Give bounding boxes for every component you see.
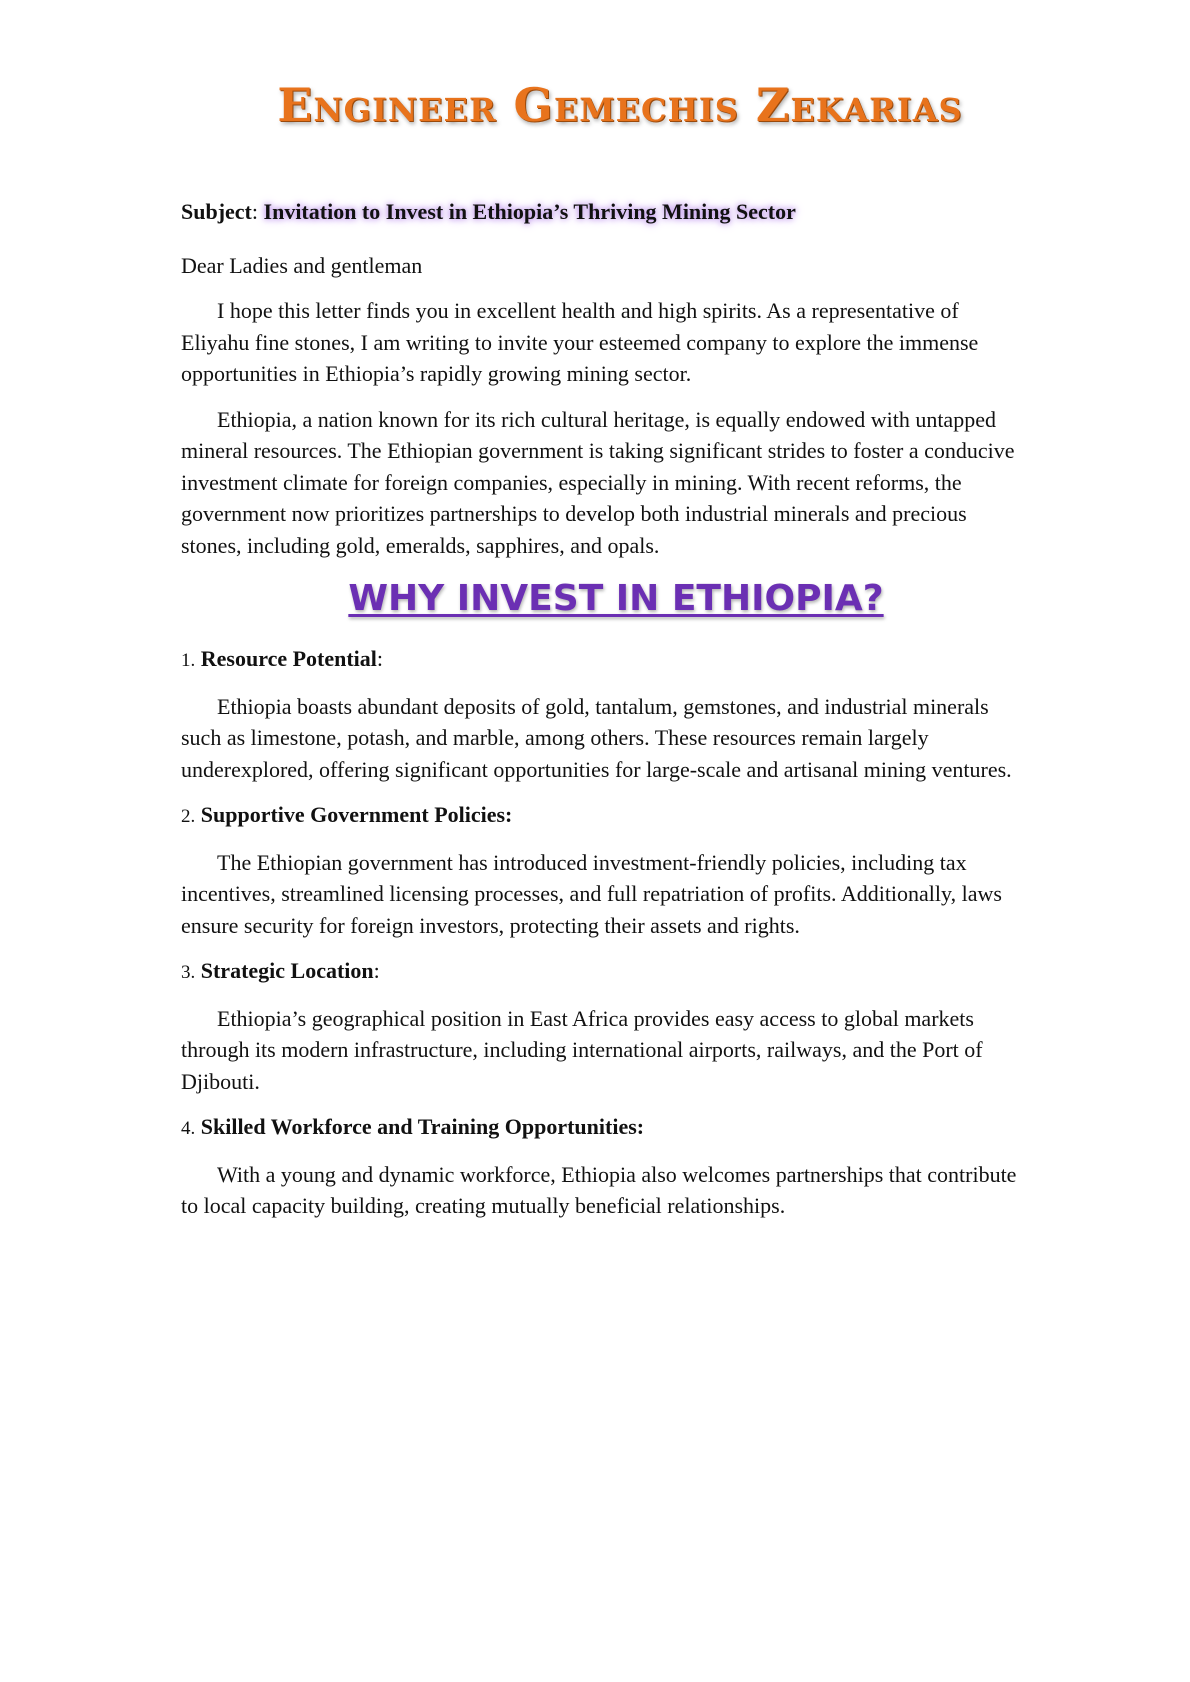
intro-paragraph: Ethiopia, a nation known for its rich cultural heritage, is equally endowed with untapped mineral resources. The Ethiopian government is taking significant strides to foster a conducive investment climate for foreign companies, especially in mining. With recent reforms, the government now prioritizes partnerships to develop both industrial minerals and precious stones, including gold, emeralds, sapphires, and opals. — [181, 406, 1015, 558]
point-number: 2. — [181, 806, 196, 827]
point-number: 3. — [181, 962, 196, 983]
subject-separator: : — [251, 199, 264, 224]
point-heading — [181, 1111, 1021, 1145]
point-number: 4. — [181, 1118, 196, 1139]
point-title: Resource Potential — [200, 646, 377, 671]
point-heading — [181, 955, 1021, 989]
intro-paragraph: I hope this letter finds you in excellent health and high spirits. As a representative of Eliyahu fine stones, I am writing to invite your esteemed company to explore the immense opportunities in Ethiopia’s rapidly growing mining sector. — [181, 298, 979, 386]
point-suffix: : — [373, 958, 380, 983]
point-heading — [181, 799, 1021, 833]
point-body: Ethiopia boasts abundant deposits of gold, tantalum, gemstones, and industrial minerals such as limestone, potash, and marble, among others. These resources remain largely underexplored, offering significant opportunities for large-scale and artisanal mining ventures. — [181, 693, 1012, 782]
point-title: Supportive Government Policies: — [200, 802, 513, 827]
subject-line — [181, 196, 1021, 228]
point-suffix: : — [376, 646, 384, 671]
letter-body — [181, 196, 1021, 1236]
point-number: 1. — [181, 650, 196, 671]
point-title: Strategic Location — [200, 958, 374, 983]
point-body: The Ethiopian government has introduced investment-friendly policies, including tax incentives, streamlined licensing processes, and full repatriation of profits. Additionally, laws ensure security for foreign investors, protecting their assets and rights. — [181, 849, 1002, 938]
point-body: With a young and dynamic workforce, Ethiopia also welcomes partnerships that contribute to local capacity building, creating mutually beneficial relationships. — [181, 1161, 1017, 1218]
subject-text: Invitation to Invest in Ethiopia’s Thriving Mining Sector — [263, 199, 796, 224]
salutation: Dear Ladies and gentleman — [181, 252, 423, 278]
point-title: Skilled Workforce and Training Opportunities: — [200, 1114, 645, 1139]
point-body: Ethiopia’s geographical position in East Africa provides easy access to global markets through its modern infrastructure, including international airports, railways, and the Port of Djibouti. — [181, 1005, 983, 1094]
point-heading — [181, 643, 1021, 677]
letterhead-title: Engineer Gemechis Zekarias — [277, 78, 963, 132]
subject-label: Subject — [181, 199, 252, 224]
section-heading: WHY INVEST IN ETHIOPIA? — [348, 578, 884, 619]
